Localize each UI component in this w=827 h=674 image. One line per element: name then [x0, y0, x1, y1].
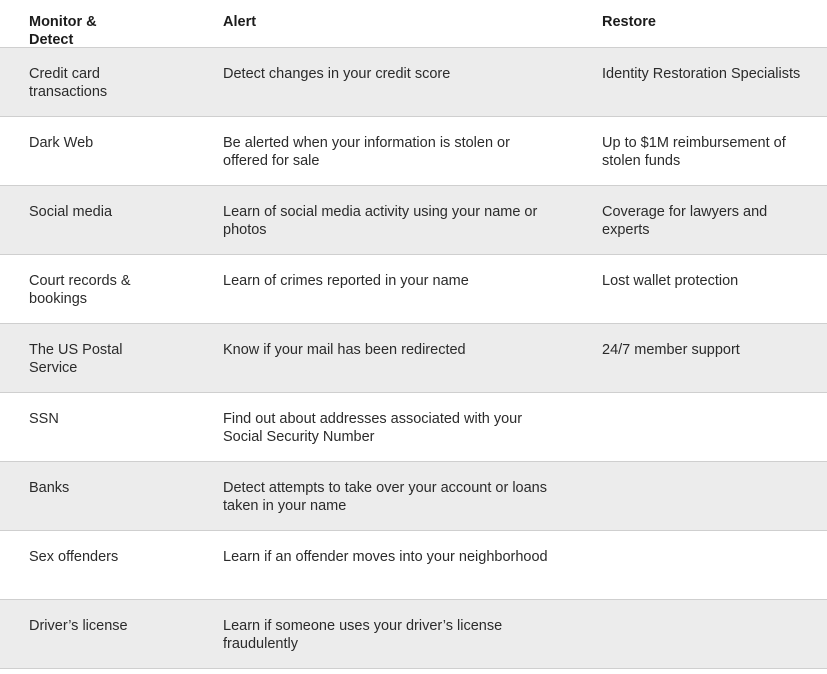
restore-cell: Identity Restoration Specialists	[602, 66, 801, 82]
monitor-cell: SSN	[29, 411, 59, 427]
column-header-monitor-detect: Monitor & Detect	[29, 14, 97, 48]
table-row	[0, 186, 827, 255]
monitor-cell: Credit card transactions	[29, 66, 108, 100]
monitor-cell: The US Postal Service	[29, 342, 123, 376]
monitor-cell: Court records & bookings	[29, 273, 131, 307]
table-row	[0, 48, 827, 117]
column-header-alert: Alert	[223, 14, 257, 30]
alert-cell: Detect attempts to take over your account or loans taken in your name	[223, 480, 547, 514]
alert-cell: Learn of crimes reported in your name	[223, 273, 469, 289]
alert-cell: Learn if someone uses your driver’s license fraudulently	[223, 618, 503, 652]
table-row	[0, 324, 827, 393]
alert-cell: Learn of social media activity using your name or photos	[223, 204, 538, 238]
restore-cell: Coverage for lawyers and experts	[602, 204, 768, 238]
alert-cell: Be alerted when your information is stolen or offered for sale	[223, 135, 510, 169]
alert-cell: Learn if an offender moves into your neighborhood	[223, 549, 548, 565]
table-row	[0, 393, 827, 462]
restore-cell: Lost wallet protection	[602, 273, 739, 289]
table-row	[0, 600, 827, 669]
alert-cell: Detect changes in your credit score	[223, 66, 451, 82]
alert-cell: Find out about addresses associated with your Social Security Number	[223, 411, 523, 445]
monitor-cell: Banks	[29, 480, 70, 496]
monitor-cell: Sex offenders	[29, 549, 119, 565]
table-row	[0, 117, 827, 186]
monitor-cell: Social media	[29, 204, 113, 220]
alert-cell: Know if your mail has been redirected	[223, 342, 466, 358]
table-row	[0, 462, 827, 531]
monitor-cell: Dark Web	[29, 135, 94, 151]
column-header-restore: Restore	[602, 14, 656, 30]
table-header-row	[0, 0, 827, 48]
restore-cell: 24/7 member support	[602, 342, 740, 358]
table-row	[0, 255, 827, 324]
restore-cell: Up to $1M reimbursement of stolen funds	[602, 135, 786, 169]
monitor-cell: Driver’s license	[29, 618, 128, 634]
table-row	[0, 531, 827, 600]
